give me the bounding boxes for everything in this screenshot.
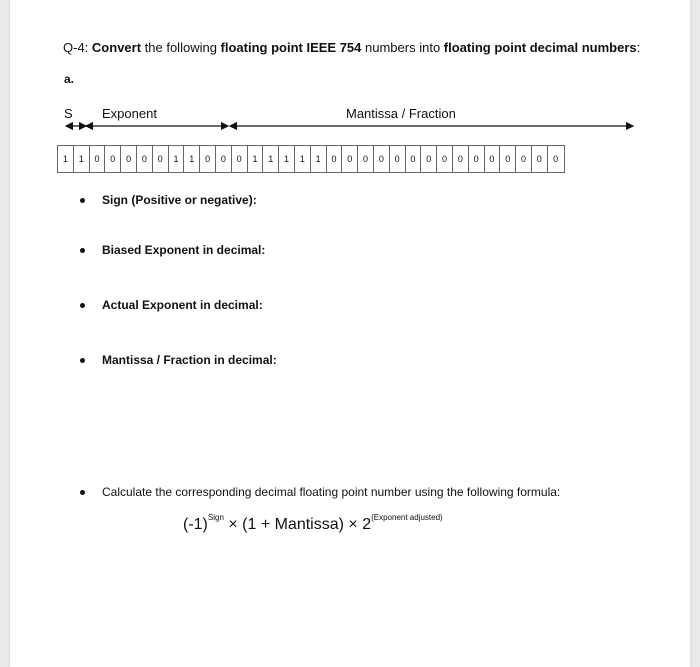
bit-cell: 1 xyxy=(169,146,185,172)
bullet-label: Biased Exponent in decimal: xyxy=(102,243,266,257)
sign-header: S xyxy=(64,106,73,121)
bit-cell: 0 xyxy=(453,146,469,172)
question-text-part: numbers into xyxy=(361,40,444,55)
bit-cell: 1 xyxy=(58,146,74,172)
bullet-sign xyxy=(80,193,257,207)
formula-base: (-1) xyxy=(183,516,208,533)
bit-cell: 1 xyxy=(279,146,295,172)
bit-cell: 0 xyxy=(327,146,343,172)
bit-cell: 0 xyxy=(358,146,374,172)
bullet-label: Mantissa / Fraction in decimal: xyxy=(102,353,277,367)
bullet-dot xyxy=(80,198,85,203)
question-number: Q-4: xyxy=(63,40,89,55)
bullet-dot xyxy=(80,358,85,363)
bullet-label: Actual Exponent in decimal: xyxy=(102,298,263,312)
bit-cell: 0 xyxy=(90,146,106,172)
bullet-biased-exponent xyxy=(80,243,265,257)
bit-cell: 0 xyxy=(485,146,501,172)
bit-cell: 1 xyxy=(184,146,200,172)
bullet-dot xyxy=(80,248,85,253)
bullet-label: Sign (Positive or negative): xyxy=(102,193,257,207)
bit-cell: 1 xyxy=(311,146,327,172)
formula-middle: × (1 + Mantissa) × 2 xyxy=(223,516,372,533)
question-text-part: Convert xyxy=(91,40,142,55)
bit-cell: 0 xyxy=(469,146,485,172)
bullet-dot xyxy=(80,303,85,308)
bit-cell: 0 xyxy=(516,146,532,172)
bullet-label: Calculate the corresponding decimal floating point number using the following formula: xyxy=(102,485,561,499)
bit-cell: 1 xyxy=(248,146,264,172)
bit-cell: 0 xyxy=(437,146,453,172)
bit-cell: 1 xyxy=(263,146,279,172)
formula-exponent-superscript: (Exponent adjusted) xyxy=(371,513,443,522)
field-arrows xyxy=(0,0,700,140)
bit-cell: 0 xyxy=(153,146,169,172)
bit-cell: 0 xyxy=(200,146,216,172)
bit-cell: 0 xyxy=(532,146,548,172)
bit-row xyxy=(57,145,565,173)
bit-cell: 0 xyxy=(500,146,516,172)
bit-cell: 0 xyxy=(232,146,248,172)
bit-cell: 0 xyxy=(374,146,390,172)
question-text-part: : xyxy=(636,40,641,55)
mantissa-header: Mantissa / Fraction xyxy=(346,106,456,121)
bit-cell: 0 xyxy=(406,146,422,172)
exponent-header: Exponent xyxy=(102,106,157,121)
bullet-dot xyxy=(80,490,85,495)
bullet-calculate xyxy=(80,485,560,499)
question-text-part: floating point IEEE 754 xyxy=(220,40,362,55)
bit-cell: 0 xyxy=(421,146,437,172)
bit-cell: 0 xyxy=(121,146,137,172)
bullet-actual-exponent xyxy=(80,298,263,312)
bit-cell: 0 xyxy=(105,146,121,172)
bit-cell: 0 xyxy=(216,146,232,172)
bit-cell: 0 xyxy=(390,146,406,172)
question-text-part: floating point decimal numbers xyxy=(443,40,637,55)
formula xyxy=(183,513,443,534)
bit-cell: 1 xyxy=(295,146,311,172)
bit-cell: 0 xyxy=(553,154,559,164)
part-label: a. xyxy=(64,72,75,86)
bit-cell: 1 xyxy=(74,146,90,172)
bullet-mantissa xyxy=(80,353,277,367)
question-text-part: the following xyxy=(141,40,221,55)
bit-cell: 0 xyxy=(342,146,358,172)
formula-sign-superscript: Sign xyxy=(207,513,224,522)
bit-cell: 0 xyxy=(137,146,153,172)
